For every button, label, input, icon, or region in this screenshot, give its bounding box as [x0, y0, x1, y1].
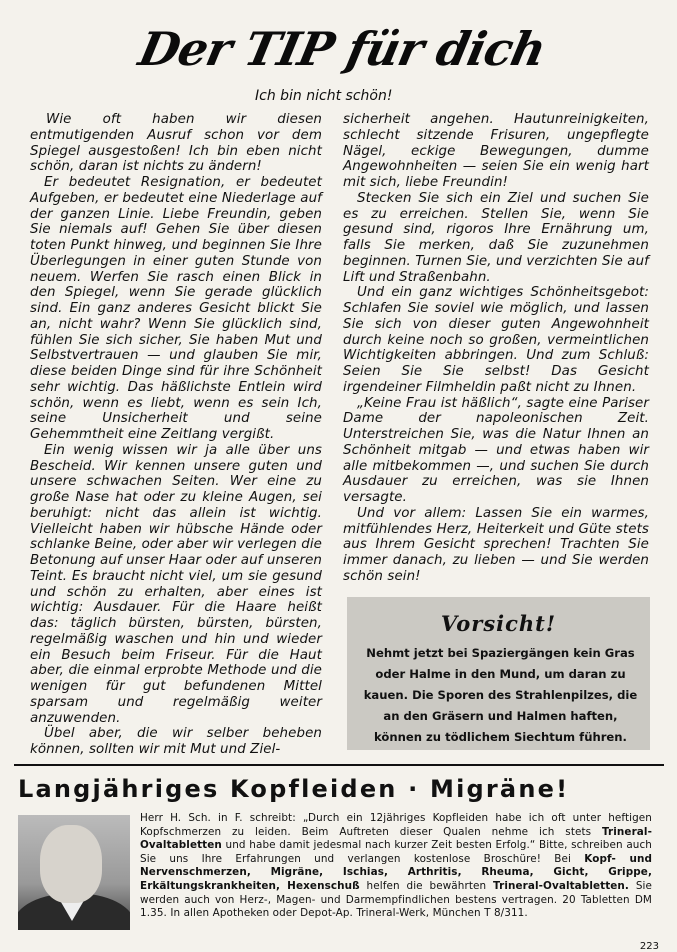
- ad-text: Sie werden auch von Herz-, Magen- und Darmempfindlichen bestens vertragen. 20 Tabletten DM 1.35. In allen Apotheken oder Depot-Ap. Trineral-Werk, München T 8/311.: [140, 879, 652, 920]
- ad-headline: Langjähriges Kopfleiden · Migräne!: [18, 775, 570, 803]
- ad-body: [140, 812, 652, 921]
- paragraph: Und vor allem: Lassen Sie ein warmes, mitfühlendes Herz, Heiterkeit und Güte stets aus Ihrem Gesicht sprechen! Trachten Sie immer danach, zu lieben — und Sie werden schön sein!: [343, 505, 649, 584]
- paragraph: Er bedeutet Resignation, er bedeutet Aufgeben, er bedeutet eine Niederlage auf der ganzen Linie. Liebe Freundin, geben Sie niemals auf! Gehen Sie über diesen toten Punkt hinweg, und beginnen Sie Ihre Überlegungen in einer guten Stunde von neuem. Werfen Sie rasch einen Blick in den Spiegel, wenn Sie gerade glücklich sind. Ein ganz anderes Gesicht blickt Sie an, nicht wahr? Wenn Sie glücklich sind, fühlen Sie sich sicher, Sie haben Mut und Selbstvertrauen — und glauben Sie mir, diese beiden Dinge sind für ihre Schönheit sehr wichtig. Das häßlichste Entlein wird schön, wenn es liebt, wenn es sein Ich, seine Unsicherheit und seine Gehemmtheit eine Zeitlang vergißt.: [30, 175, 322, 442]
- warning-box: [347, 597, 650, 750]
- paragraph: Ein wenig wissen wir ja alle über uns Bescheid. Wir kennen unsere guten und unsere schwachen Seiten. Wer eine zu große Nase hat oder zu kleine Augen, sei beruhigt: nicht das allein ist wichtig. Vielleicht haben wir hübsche Hände oder schlanke Beine, oder aber wir verlegen die Betonung auf unser Haar oder auf unseren Teint. Es braucht nicht viel, um sie gesund und schön zu erhalten, aber eines ist wichtig: Ausdauer. Für die Haare heißt das: täglich bürsten, bürsten, bürsten, regelmäßig waschen und hin und wieder ein Besuch beim Friseur. Für die Haut aber, die einmal erprobte Methode und die wenigen für gut befundenen Mittel sparsam und regelmäßig weiter anzuwenden.: [30, 442, 322, 726]
- paragraph: Stecken Sie sich ein Ziel und suchen Sie es zu erreichen. Stellen Sie, wenn Sie gesund sind, rigoros Ihre Ernährung um, falls Sie merken, daß Sie zuzunehmen beginnen. Turnen Sie, und verzichten Sie auf Lift und Straßenbahn.: [343, 190, 649, 285]
- portrait-head: [40, 825, 102, 903]
- ad-bold-text: Trineral-Ovaltabletten: [140, 825, 652, 852]
- ad-text: Herr H. Sch. in F. schreibt: „Durch ein 12jähriges Kopfleiden habe ich oft unter heftigen Kopfschmerzen zu leiden. Beim Auftreten dieser Qualen nehme ich stets: [140, 812, 652, 838]
- ad-bold-text: Kopf- und Nervenschmerzen, Migräne, Ischias, Arthritis, Rheuma, Gicht, Grippe, Erkältungskrankheiten, Hexenschuß: [140, 852, 652, 892]
- paragraph: sicherheit angehen. Hautunreinigkeiten, schlecht sitzende Frisuren, ungepflegte Nägel, eckige Bewegungen, dumme Angewohnheiten — seien Sie ein wenig hart mit sich, liebe Freundin!: [343, 112, 649, 190]
- ad-text: und habe damit jedesmal nach kurzer Zeit besten Erfolg.“ Bitte, schreiben auch Sie uns Ihre Erfahrungen und verlangen kostenlose Broschüre! Bei: [140, 839, 652, 865]
- article-column-left: [30, 112, 322, 758]
- warning-title: Vorsicht!: [440, 611, 557, 636]
- article-column-right: [343, 112, 649, 585]
- portrait-photo: [18, 815, 130, 930]
- page-number: 223: [639, 941, 659, 952]
- paragraph: Übel aber, die wir selber beheben können, sollten wir mit Mut und Ziel-: [30, 726, 322, 757]
- warning-body: Nehmt jetzt bei Spaziergängen kein Gras oder Halme in den Mund, um daran zu kauen. Die Sporen des Strahlenpilzes, die an den Gräsern und Halmen haften, können zu tödlichem Siechtum führen.: [363, 646, 638, 744]
- ad-text: helfen die bewährten: [359, 879, 494, 892]
- masthead-title: Der TIP für dich: [134, 22, 551, 76]
- paragraph: Wie oft haben wir diesen entmutigenden Ausruf schon vor dem Spiegel ausgestoßen! Ich bin eben nicht schön, daran ist nichts zu ändern!: [30, 112, 322, 175]
- ad-bold-text: Trineral-Ovaltabletten.: [493, 879, 629, 892]
- divider: [14, 764, 664, 766]
- paragraph: „Keine Frau ist häßlich“, sagte eine Pariser Dame der napoleonischen Zeit. Unterstreichen Sie, was die Natur Ihnen an Schönheit mitgab — und etwas haben wir alle mitbekommen —, und suchen Sie durch Ausdauer zu erreichen, was sie Ihnen versagte.: [343, 395, 649, 505]
- article-subtitle: Ich bin nicht schön!: [255, 88, 393, 104]
- paragraph: Und ein ganz wichtiges Schönheitsgebot: Schlafen Sie soviel wie möglich, und lassen Sie sich von dieser guten Angewohnheit durch keine noch so großen, vermeintlichen Wichtigkeiten abbringen. Und zum Schluß: Seien Sie Sie selbst! Das Gesicht irgendeiner Filmheldin paßt nicht zu Ihnen.: [343, 285, 649, 395]
